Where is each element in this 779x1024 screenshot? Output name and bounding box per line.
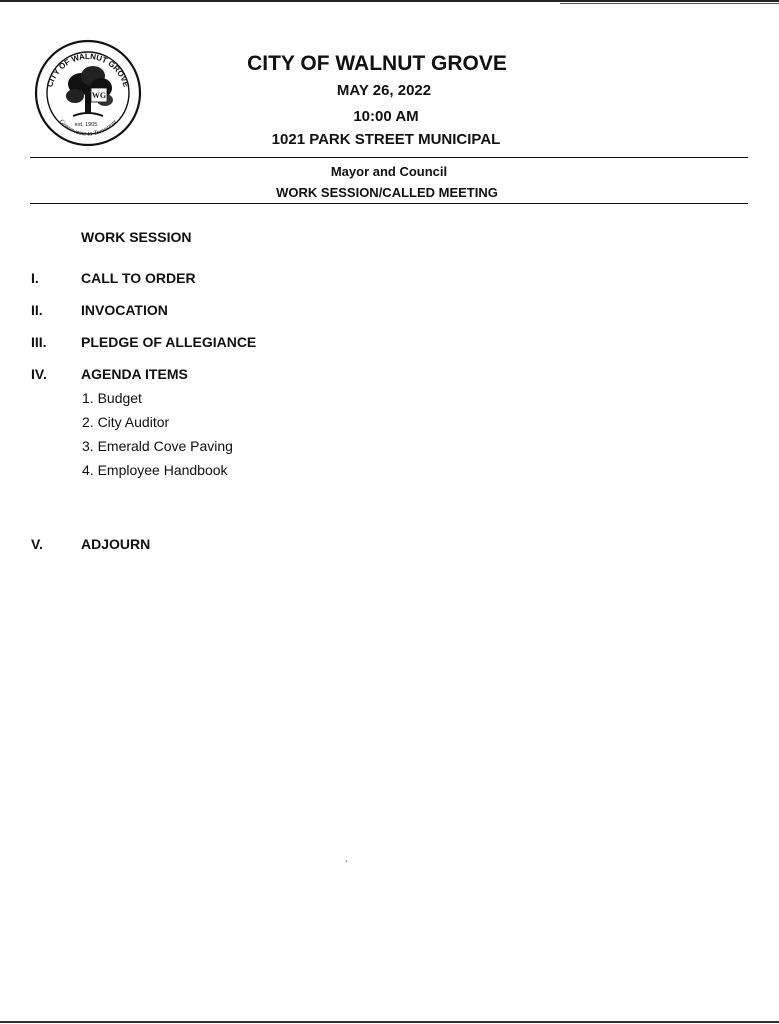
section-numeral: I. <box>31 270 39 286</box>
stray-scan-mark: ˎ <box>345 852 349 863</box>
seal-est-text: est. 1905 <box>74 122 98 128</box>
section-numeral: IV. <box>31 366 47 382</box>
section-invocation: INVOCATION <box>81 302 168 318</box>
header-divider-top <box>30 157 748 158</box>
seal-ring-top-text: CITY OF WALNUT GROVE <box>45 51 131 89</box>
agenda-item: 4. Employee Handbook <box>82 462 228 478</box>
meeting-date: MAY 26, 2022 <box>336 82 432 99</box>
meeting-type: WORK SESSION/CALLED MEETING <box>276 185 498 200</box>
seal-ring-bottom-text: Greenwaste to Tomorrow <box>57 118 119 138</box>
section-numeral: V. <box>31 536 43 552</box>
agenda-item: 1. Budget <box>82 390 142 406</box>
scan-edge-top <box>0 0 779 2</box>
section-numeral: II. <box>31 302 43 318</box>
city-seal-logo <box>33 38 143 148</box>
meeting-time: 10:00 AM <box>353 108 419 125</box>
scan-edge-line <box>560 3 779 4</box>
seal-monogram: WG <box>91 91 107 100</box>
section-numeral: III. <box>31 334 47 350</box>
agenda-item: 2. City Auditor <box>82 414 170 430</box>
section-pledge: PLEDGE OF ALLEGIANCE <box>81 334 257 350</box>
header-divider-bottom <box>30 203 748 204</box>
section-adjourn: ADJOURN <box>81 536 151 552</box>
governing-body: Mayor and Council <box>330 164 448 179</box>
city-title: CITY OF WALNUT GROVE <box>247 52 507 75</box>
agenda-item: 3. Emerald Cove Paving <box>82 438 233 454</box>
section-agenda-items: AGENDA ITEMS <box>81 366 188 382</box>
scan-edge-bottom <box>0 1021 779 1023</box>
meeting-location: 1021 PARK STREET MUNICIPAL <box>271 131 501 148</box>
work-session-label: WORK SESSION <box>81 229 192 245</box>
section-call-to-order: CALL TO ORDER <box>81 270 196 286</box>
